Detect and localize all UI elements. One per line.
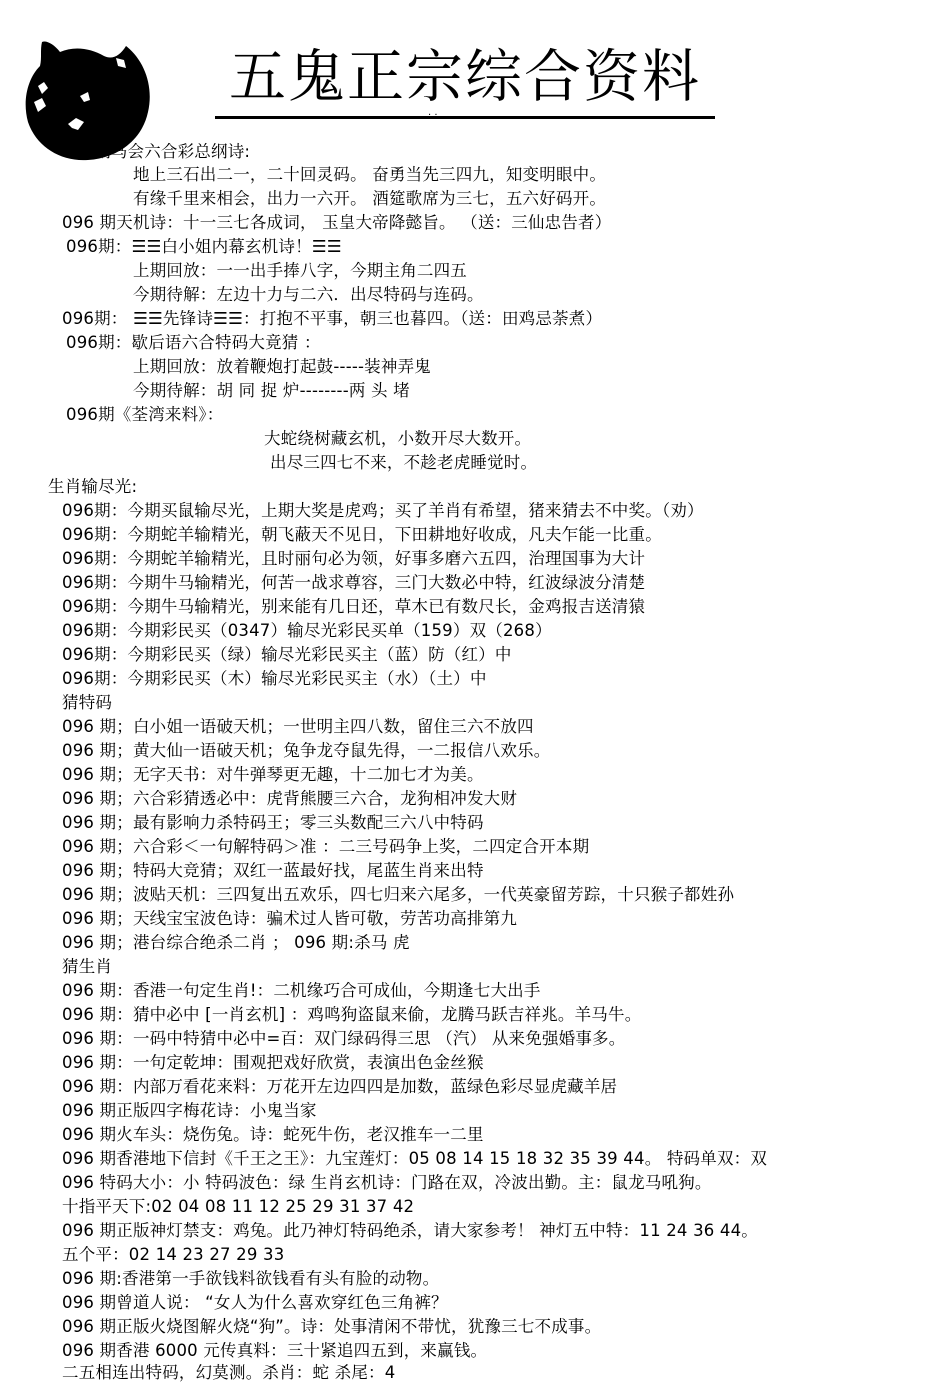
text-line: 096 期；最有影响力杀特码王；零三头数配三六八中特码: [62, 813, 484, 832]
text-line: 096 期曾道人说： “女人为什么喜欢穿红色三角裤？: [62, 1293, 448, 1312]
text-line: 今期待解：左边十力与二六．出尽特码与连码。: [133, 285, 484, 304]
text-line: 096 期：香港一句定生肖!：二机缘巧合可成仙，今期逢七大出手: [62, 981, 541, 1000]
title-dots: · ·: [428, 110, 438, 121]
text-line: 096期：今期彩民买（0347）输尽光彩民买单（159）双（268）: [62, 621, 552, 640]
text-line: 096期：今期牛马输精光，别来能有几日还，草木已有数尺长，金鸡报吉送清猿: [62, 597, 646, 616]
text-line: 096期：今期蛇羊输精光，且时丽句必为领，好事多磨六五四，治理国事为大计: [62, 549, 646, 568]
text-line: 096 期正版火烧图解火烧“狗”。诗：处事清闲不带忧，犹豫三七不成事。: [62, 1317, 602, 1336]
text-line: 096 期：内部万看花来料：万花开左边四四是加数，蓝绿色彩尽显虎藏羊居: [62, 1077, 618, 1096]
text-line: 096 期；六合彩猜透必中：虎背熊腰三六合，龙狗相冲发大财: [62, 789, 518, 808]
text-line: 096 期:香港第一手欲钱料欲钱看有头有脸的动物。: [62, 1269, 440, 1288]
text-line: 096 期：猜中必中 [一肖玄机] ：鸡鸣狗盗鼠来偷，龙腾马跃吉祥兆。羊马牛。: [62, 1005, 642, 1024]
text-line: 096 期天机诗：十一三七各成词， 玉皇大帝降懿旨。 （送：三仙忠告者）: [62, 213, 612, 232]
text-line: 096期： ☰☰先锋诗☰☰：打抱不平事，朝三也暮四。（送：田鸡忌荼煮）: [62, 309, 603, 328]
text-line: 二五相连出特码，幻莫测。杀肖：蛇 杀尾：4: [62, 1363, 396, 1382]
text-line: 096 期正版神灯禁支：鸡兔。此乃神灯特码绝杀，请大家参考！ 神灯五中特：11 24 36 44。: [62, 1221, 759, 1240]
text-line: 今期待解：胡 同 捉 炉--------两 头 堵: [133, 381, 410, 400]
section-heading: 猜特码: [62, 693, 113, 712]
text-line: 上期回放：放着鞭炮打起鼓-----装神弄鬼: [133, 357, 431, 376]
text-line: 096期：今期彩民买（木）输尽光彩民买主（水）（土）中: [62, 669, 487, 688]
text-line: 五个平：02 14 23 27 29 33: [62, 1245, 285, 1264]
text-line: 096 期：一码中特猜中必中=百：双门绿码得三思 （汽） 从来免强婚事多。: [62, 1029, 626, 1048]
text-line: 096 期；六合彩＜一句解特码＞准 ：二三号码争上奖，二四定合开本期: [62, 837, 590, 856]
text-line: 096 期香港 6000 元传真料：三十紧追四五到，来赢钱。: [62, 1341, 488, 1360]
text-line: 096期：今期蛇羊输精光，朝飞蔽天不见日，下田耕地好收成，凡夫乍能一比重。: [62, 525, 662, 544]
text-line: 地上三石出二一，二十回灵码。 奋勇当先三四九，知变明眼中。: [133, 165, 607, 184]
text-line: 096 期香港地下信封《千王之王》：九宝莲灯：05 08 14 15 18 32 35 39 44。 特码单双：双: [62, 1149, 768, 1168]
text-line: 十指平天下:02 04 08 11 12 25 29 31 37 42: [62, 1197, 415, 1216]
text-line: 上期回放：一一出手捧八字，今期主角二四五: [133, 261, 467, 280]
text-line: 出尽三四七不来，不趁老虎睡觉时。: [270, 453, 538, 472]
text-line: 096期：今期牛马输精光，何苦一战求尊容，三门大数必中特，红波绿波分清楚: [62, 573, 646, 592]
text-line: 096 期；天线宝宝波色诗：骗术过人皆可敬，劳苦功高排第九: [62, 909, 518, 928]
text-line: 096 期：一句定乾坤：围观把戏好欣赏，表演出色金丝猴: [62, 1053, 484, 1072]
text-line: 096期马会六合彩总纲诗:: [62, 142, 251, 161]
text-line: 096 期；特码大竞猜；双红一蓝最好找，尾蓝生肖来出特: [62, 861, 484, 880]
text-line: 有缘千里来相会，出力一六开。 酒筵歌席为三七，五六好码开。: [133, 189, 607, 208]
page-title: 五鬼正宗综合资料: [215, 44, 715, 119]
text-line: 096期：今期买鼠输尽光，上期大奖是虎鸡；买了羊肖有希望，猪来猜去不中奖。（劝）: [62, 501, 704, 520]
text-line: 096 期；港台综合绝杀二肖 ； 096 期:杀马 虎: [62, 933, 410, 952]
text-line: 096 期；无字天书：对牛弹琴更无趣，十二加七才为美。: [62, 765, 484, 784]
text-line: 096期：今期彩民买（绿）输尽光彩民买主（蓝）防（红）中: [62, 645, 512, 664]
text-line: 大蛇绕树藏玄机，小数开尽大数开。: [264, 429, 532, 448]
text-line: 096期《荃湾来料》：: [66, 405, 224, 424]
text-line: 096 期正版四字梅花诗：小鬼当家: [62, 1101, 317, 1120]
text-line: 096 期火车头：烧伤兔。诗：蛇死牛伤，老汉推车一二里: [62, 1125, 484, 1144]
section-heading: 生肖输尽光:: [48, 477, 138, 496]
text-line: 096 期；黄大仙一语破天机；兔争龙夺鼠先得，一二报信八欢乐。: [62, 741, 551, 760]
text-line: 096 期；白小姐一语破天机；一世明主四八数，留住三六不放四: [62, 717, 534, 736]
text-line: 096 期；波贴天机：三四复出五欢乐，四七归来六尾多，一代英豪留芳踪，十只猴子都姓孙: [62, 885, 735, 904]
text-line: 096 特码大小：小 特码波色：绿 生肖玄机诗：门路在双，冷波出勤。主：鼠龙马吼狗。: [62, 1173, 712, 1192]
section-heading: 猜生肖: [62, 957, 113, 976]
text-line: 096期：歇后语六合特码大竟猜 ：: [66, 333, 321, 352]
text-line: 096期：☰☰白小姐内幕玄机诗！☰☰: [66, 237, 342, 256]
